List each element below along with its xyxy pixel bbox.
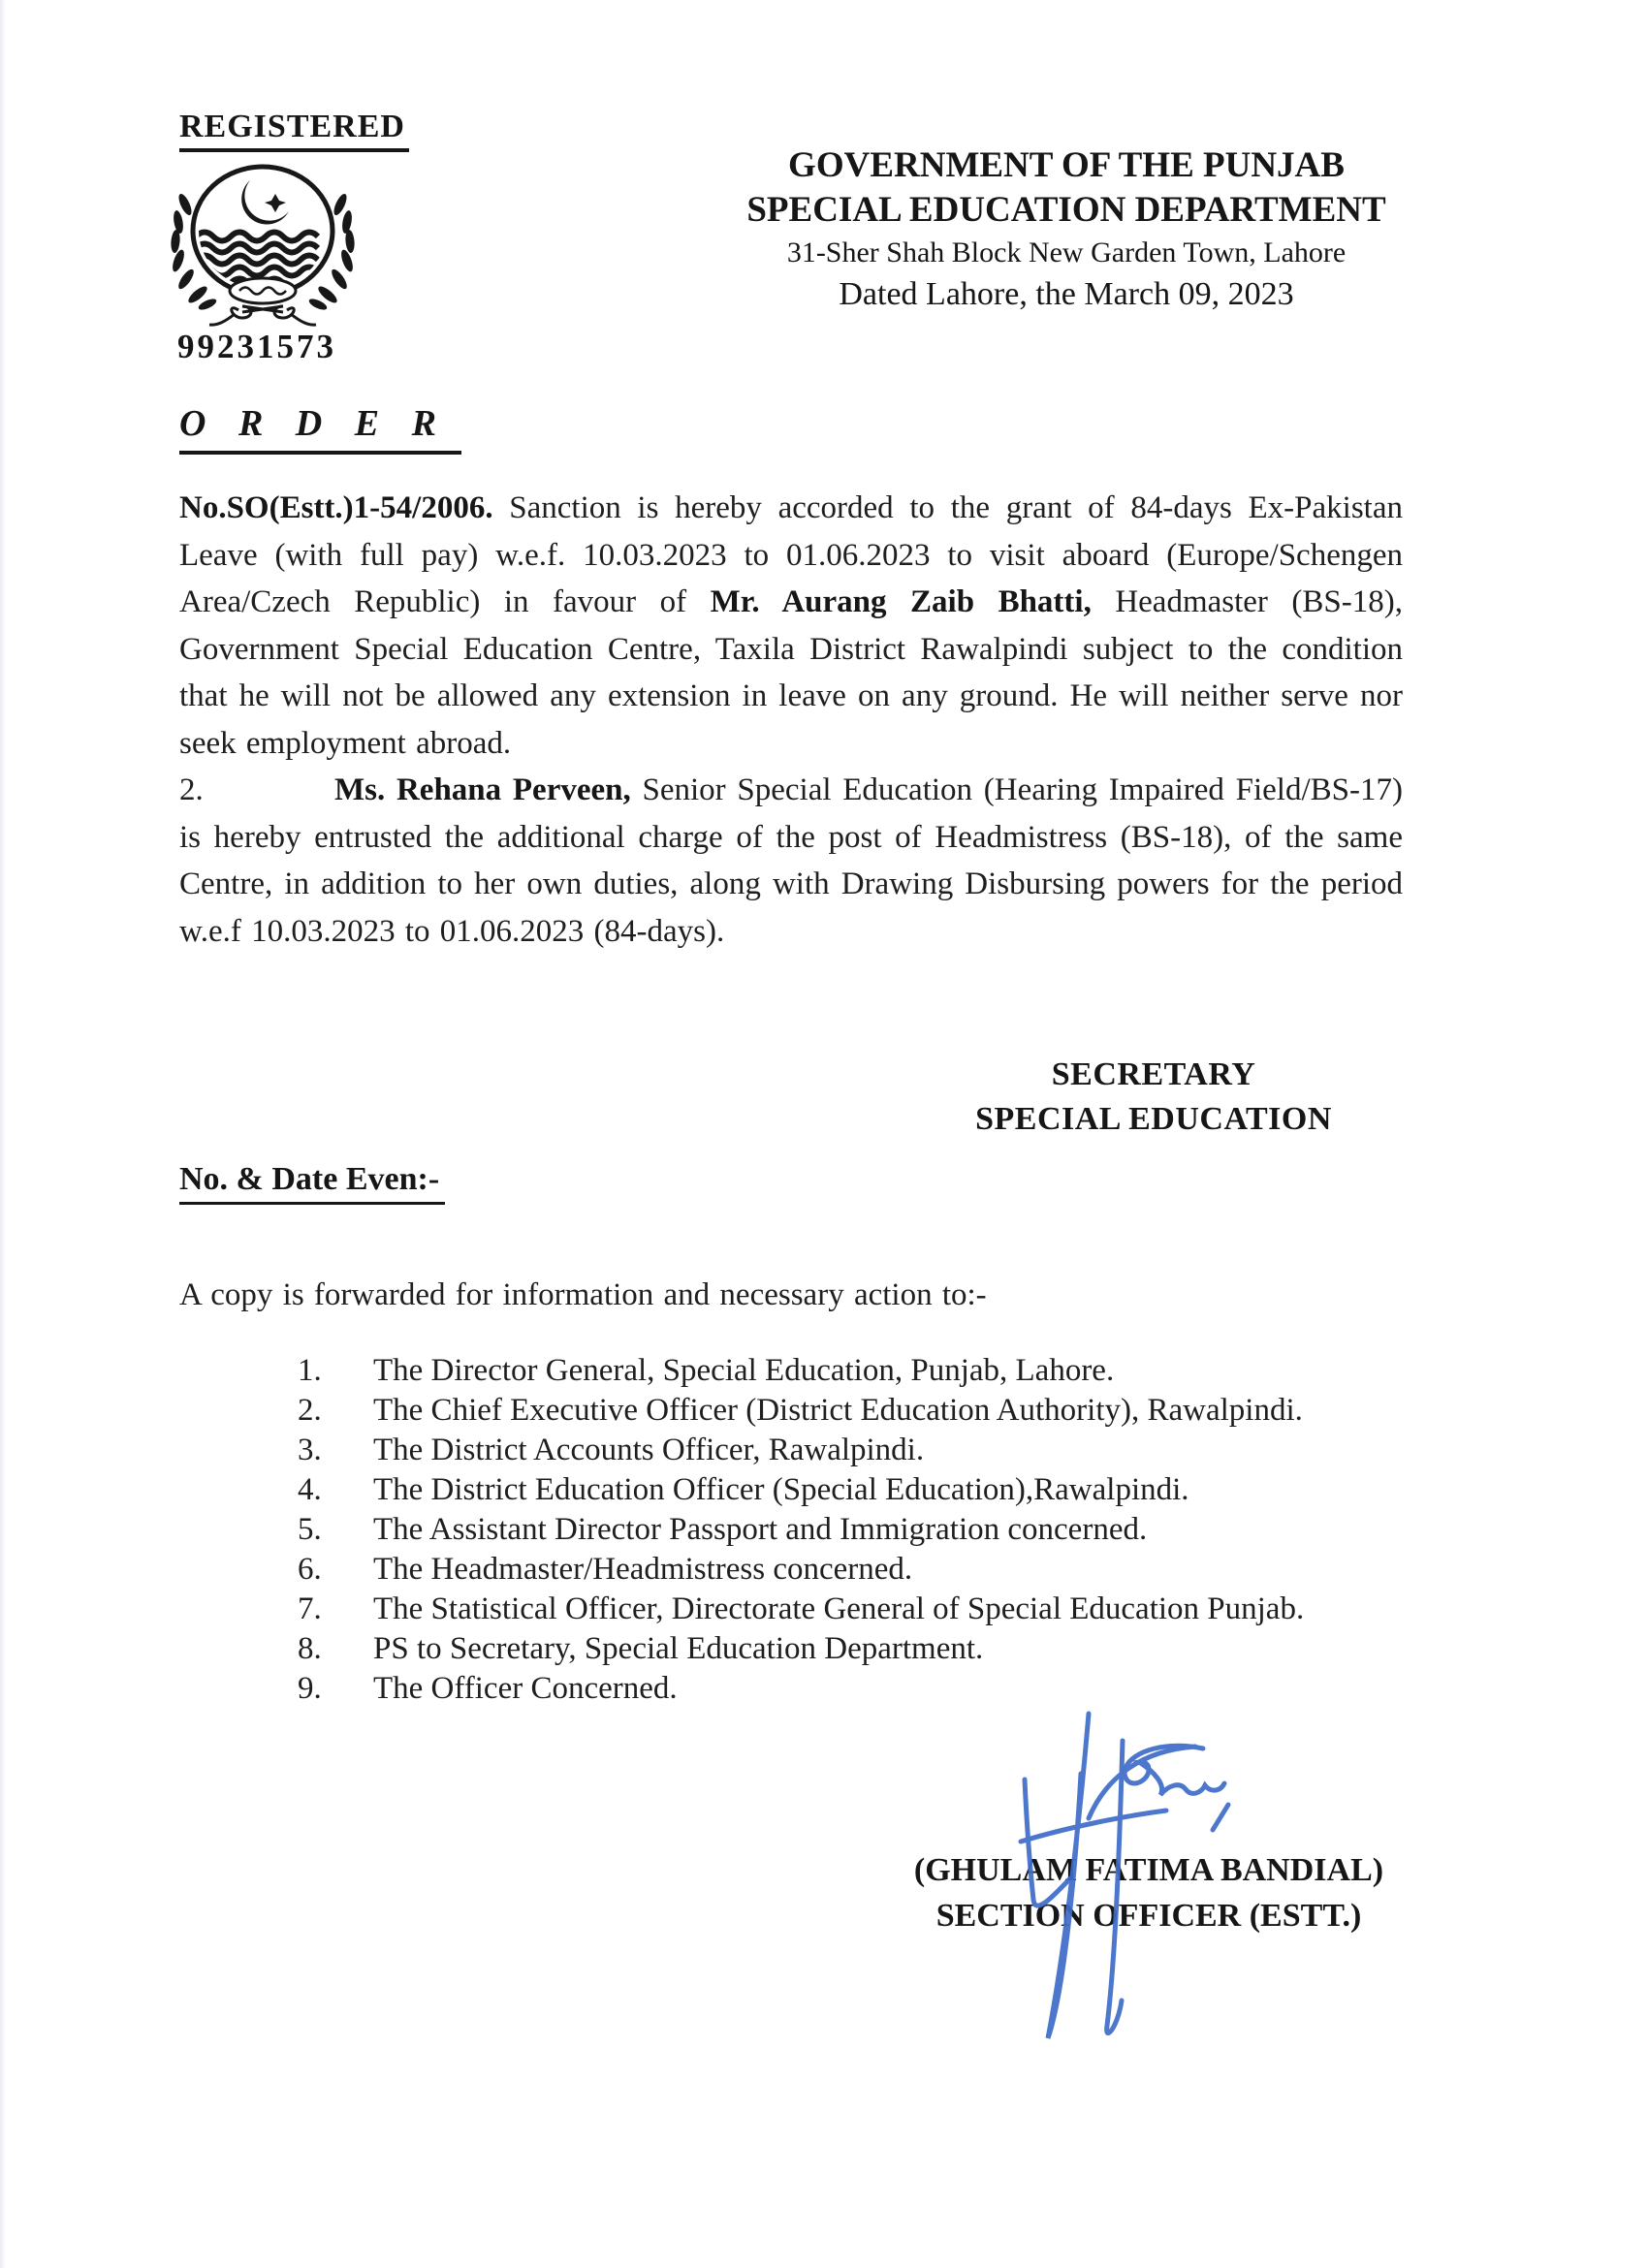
list-item-number: 6.	[298, 1552, 322, 1587]
list-item-number: 5.	[298, 1512, 322, 1547]
list-item-text: PS to Secretary, Special Education Department.	[373, 1631, 984, 1666]
org-name-line2: SPECIAL EDUCATION DEPARTMENT	[746, 190, 1386, 230]
list-item	[298, 1510, 1401, 1550]
paragraph-2-text: Senior Special Education (Hearing Impaired Field/BS-17) is hereby entrusted the additional charge of the post of Headmistress (BS-18), of the same Centre, in addition to her own duties, along with Drawing Disbursing powers for the period w.e.f 10.03.2023 to 01.06.2023 (84-days).	[179, 772, 1403, 949]
distribution-list	[298, 1351, 1401, 1709]
list-item-number: 1.	[298, 1353, 322, 1388]
paragraph-1-text-b: Headmaster (BS-18), Government Special Education Centre, Taxila District Rawalpindi subject to the condition that he will not be allowed any extension in leave on any ground. He will neither serve nor seek employment abroad.	[179, 584, 1403, 761]
signatory-title-line2: SPECIAL EDUCATION	[975, 1101, 1332, 1137]
signatory-post: SECTION OFFICER (ESTT.)	[935, 1898, 1362, 1934]
list-item-text: The Headmaster/Headmistress concerned.	[373, 1552, 913, 1587]
list-item-number: 9.	[298, 1671, 322, 1706]
officer-name-2: Ms. Rehana Perveen,	[334, 772, 631, 807]
signatory-name: (GHULAM FATIMA BANDIAL)	[913, 1852, 1384, 1888]
list-item-text: The Officer Concerned.	[373, 1671, 678, 1706]
list-item-text: The Assistant Director Passport and Immigration concerned.	[373, 1512, 1148, 1547]
reference-number: No.SO(Estt.)1-54/2006.	[179, 490, 493, 525]
serial-number: 99231573	[177, 328, 336, 365]
paragraph-2-number: 2.	[179, 772, 204, 807]
handwritten-signature-ink	[974, 1704, 1265, 2053]
list-item-number: 3.	[298, 1433, 322, 1467]
order-heading: O R D E R	[179, 402, 461, 455]
signatory-title-line1: SECRETARY	[1051, 1056, 1256, 1092]
officer-name: Mr. Aurang Zaib Bhatti,	[710, 584, 1092, 619]
signatory-designation	[834, 1053, 1474, 1142]
list-item	[298, 1629, 1401, 1669]
list-item-text: The District Education Officer (Special Education),Rawalpindi.	[373, 1472, 1189, 1507]
list-item-text: The Director General, Special Education, Punjab, Lahore.	[373, 1353, 1115, 1388]
list-item	[298, 1391, 1401, 1431]
list-item-text: The Statistical Officer, Directorate General of Special Education Punjab.	[373, 1591, 1305, 1626]
order-paragraph-2	[179, 767, 1403, 955]
list-item	[298, 1470, 1401, 1510]
paragraph-1-text-a: Sanction is hereby accorded to the grant of 84-days Ex-Pakistan Leave (with full pay) w.e.f. 10.03.2023 to 01.06.2023 to visit aboard (Europe/Schengen Area/Czech Republic) in favour of	[179, 490, 1403, 619]
list-item-number: 8.	[298, 1631, 322, 1666]
list-item	[298, 1351, 1401, 1391]
order-paragraph-1	[179, 485, 1403, 767]
letterhead	[679, 143, 1454, 316]
punjab-government-emblem-icon	[142, 151, 384, 335]
list-item	[298, 1550, 1401, 1590]
org-name-line1: GOVERNMENT OF THE PUNJAB	[788, 145, 1345, 185]
list-item	[298, 1590, 1401, 1629]
list-item-text: The Chief Executive Officer (District Education Authority), Rawalpindi.	[373, 1393, 1303, 1428]
forwarding-line: A copy is forwarded for information and necessary action to:-	[179, 1277, 987, 1312]
list-item	[298, 1431, 1401, 1470]
list-item-number: 4.	[298, 1472, 322, 1507]
document-date: Dated Lahore, the March 09, 2023	[839, 276, 1294, 312]
org-address: 31-Sher Shah Block New Garden Town, Lahore	[786, 236, 1347, 268]
list-item-number: 2.	[298, 1393, 322, 1428]
list-item	[298, 1669, 1401, 1709]
order-body	[179, 485, 1403, 955]
list-item-number: 7.	[298, 1591, 322, 1626]
list-item-text: The District Accounts Officer, Rawalpindi.	[373, 1433, 925, 1467]
registered-stamp: REGISTERED	[179, 109, 409, 152]
number-date-even-label: No. & Date Even:-	[179, 1161, 445, 1205]
